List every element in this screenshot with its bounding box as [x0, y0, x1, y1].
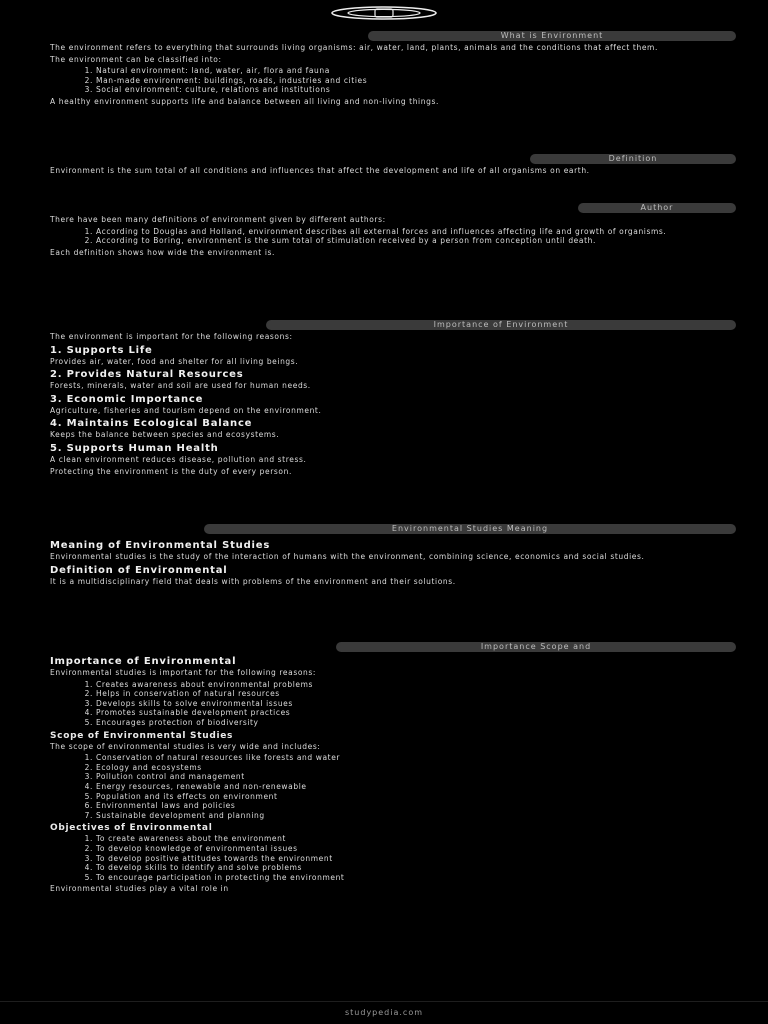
- paragraph: There have been many definitions of environment given by different authors:: [50, 215, 386, 224]
- paragraph: It is a multidisciplinary field that deals with problems of the environment and their solutions.: [50, 576, 456, 586]
- section-pill-studies-meaning: Environmental Studies Meaning: [204, 524, 736, 534]
- list-item: 1. According to Douglas and Holland, environment describes all external forces and influences affecting life and growth of organisms.: [96, 228, 690, 237]
- list-item: 7. Sustainable development and planning: [96, 812, 690, 821]
- subheading: Scope of Environmental Studies: [50, 730, 234, 741]
- subheading: 1. Supports Life: [50, 344, 153, 356]
- subheading: 5. Supports Human Health: [50, 442, 219, 454]
- list: [50, 67, 690, 95]
- paragraph: Agriculture, fisheries and tourism depend on the environment.: [50, 405, 322, 415]
- section-pill-importance: Importance of Environment: [266, 320, 736, 330]
- subheading: 4. Maintains Ecological Balance: [50, 418, 253, 430]
- list-item: 4. To develop skills to identify and solve problems: [96, 864, 690, 873]
- list-item: 5. Population and its effects on environment: [96, 793, 690, 802]
- list-item: 5. Encourages protection of biodiversity: [96, 719, 690, 728]
- footer-divider: [0, 1001, 768, 1002]
- list-item: 1. To create awareness about the environment: [96, 835, 690, 844]
- subheading: Meaning of Environmental Studies: [50, 540, 271, 551]
- list-item: 2. Man-made environment: buildings, roads, industries and cities: [96, 77, 690, 86]
- list-item: 4. Energy resources, renewable and non-renewable: [96, 783, 690, 792]
- paragraph: The environment is important for the following reasons:: [50, 332, 293, 341]
- section-pill-author: Author: [578, 203, 736, 213]
- subheading: 3. Economic Importance: [50, 393, 204, 405]
- section-definition: [50, 167, 690, 179]
- section-environment: [50, 44, 690, 110]
- paragraph: Environmental studies play a vital role in: [50, 884, 229, 894]
- list-item: 3. Develops skills to solve environmental issues: [96, 700, 690, 709]
- paragraph: Each definition shows how wide the environment is.: [50, 247, 276, 257]
- list-item: 1. Creates awareness about environmental problems: [96, 681, 690, 690]
- list-item: 2. To develop knowledge of environmental issues: [96, 845, 690, 854]
- paragraph: A clean environment reduces disease, pollution and stress.: [50, 454, 307, 464]
- footer-link[interactable]: studypedia.com: [344, 1008, 424, 1017]
- paragraph: Provides air, water, food and shelter for all living beings.: [50, 356, 299, 366]
- list: [50, 835, 690, 882]
- paragraph: A healthy environment supports life and balance between all living and non-living things.: [50, 96, 439, 106]
- list-item: 3. Social environment: culture, relations and institutions: [96, 86, 690, 95]
- list: [50, 681, 690, 728]
- section-pill-definition: Definition: [530, 154, 736, 164]
- subheading: 2. Provides Natural Resources: [50, 369, 244, 381]
- list-item: 1. Conservation of natural resources like forests and water: [96, 754, 690, 763]
- section-pill-importance-scope: Importance Scope and: [336, 642, 736, 652]
- list-item: 6. Environmental laws and policies: [96, 802, 690, 811]
- subheading: Importance of Environmental: [50, 656, 237, 667]
- list: [50, 228, 690, 246]
- section-importance-scope: [50, 655, 690, 897]
- list-item: 4. Promotes sustainable development practices: [96, 709, 690, 718]
- paragraph: Keeps the balance between species and ecosystems.: [50, 430, 280, 440]
- paragraph: The scope of environmental studies is very wide and includes:: [50, 741, 321, 751]
- list-item: 2. Helps in conservation of natural resources: [96, 690, 690, 699]
- paragraph: Environment is the sum total of all conditions and influences that affect the development and life of all organisms on earth.: [50, 166, 590, 175]
- list-item: 1. Natural environment: land, water, air, flora and fauna: [96, 67, 690, 76]
- paragraph: The environment refers to everything that surrounds living organisms: air, water, land, plants, animals and the conditions that affect them.: [50, 43, 658, 52]
- list-item: 2. Ecology and ecosystems: [96, 764, 690, 773]
- paragraph: Environmental studies is important for the following reasons:: [50, 668, 317, 677]
- site-logo-icon[interactable]: [331, 6, 437, 20]
- section-studies-meaning: [50, 539, 690, 589]
- paragraph: Forests, minerals, water and soil are used for human needs.: [50, 381, 311, 391]
- paragraph: The environment can be classified into:: [50, 54, 222, 64]
- section-author: [50, 216, 690, 260]
- list-item: 5. To encourage participation in protecting the environment: [96, 874, 690, 883]
- paragraph: Protecting the environment is the duty of every person.: [50, 466, 292, 476]
- paragraph: Environmental studies is the study of the interaction of humans with the environment, combining science, economics and social studies.: [50, 552, 645, 561]
- section-pill-environment: What is Environment: [368, 31, 736, 41]
- list-item: 3. To develop positive attitudes towards the environment: [96, 855, 690, 864]
- list: [50, 754, 690, 820]
- section-importance: [50, 333, 690, 479]
- subheading: Definition of Environmental: [50, 564, 228, 576]
- list-item: 3. Pollution control and management: [96, 773, 690, 782]
- list-item: 2. According to Boring, environment is the sum total of stimulation received by a person from conception until death.: [96, 237, 690, 246]
- subheading: Objectives of Environmental: [50, 823, 213, 834]
